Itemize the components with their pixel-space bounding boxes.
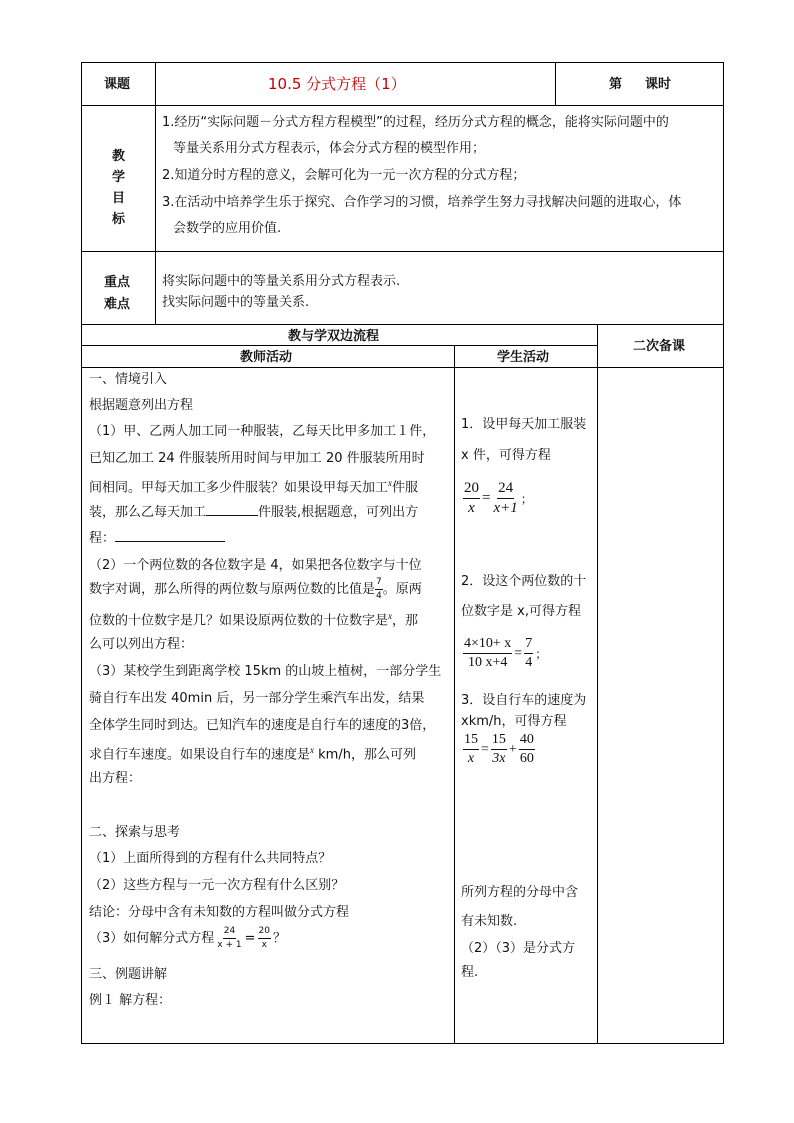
question-3-text: （3）如何解分式方程 [89,931,215,946]
objective-line-4: 3.在活动中培养学生乐于探究、合作学习的习惯，培养学生努力寻找解决问题的进取心，体 [162,195,682,210]
eq2-end: ； [535,646,548,661]
objective-line-5: 会数学的应用价值. [173,221,282,236]
eq2-numerator-right: 7 [524,637,533,654]
objectives-label-1: 教 [112,149,126,164]
problem-2-line-2-end: 。原两 [382,582,422,597]
student-answer-4-line-2: 有未知数. [461,914,518,929]
question-3 [89,927,286,950]
eq2-fraction-right [524,637,533,670]
lesson-title: 10.5 分式方程（1） [268,75,406,93]
eq2-denominator-left: 10 x+4 [467,655,508,670]
question-3-equals: = [244,931,256,946]
keypoint-line-1: 将实际问题中的等量关系用分式方程表示. [162,274,401,289]
problem-3-variable: x [310,745,315,755]
question-3-denominator-left: x + 1 [217,940,242,950]
ratio-denominator: 4 [376,591,382,601]
problem-2-line-1: （2）一个两位数的各位数字是 4，如果把各位数字与十位 [89,558,422,573]
eq3-plus: + [508,741,517,757]
eq1-numerator-left: 20 [463,481,480,499]
question-3-denominator-right: x [261,940,267,950]
problem-2-line-3-end: ，那 [392,613,419,629]
section-1-heading: 一、情境引入 [89,372,168,387]
eq3-denominator-3: 60 [519,751,534,766]
eq3-fraction-2 [491,733,507,766]
section-1-intro: 根据题意列出方程 [89,398,194,413]
section-2-heading: 二、探索与思考 [89,825,181,840]
eq3-numerator-1: 15 [463,733,479,750]
problem-1-line-4-text: 装，那么乙每天加工 [89,505,207,520]
problem-2-line-3 [89,612,418,627]
problem-1-line-4-end: 件服装,根据题意，可列出方 [258,505,419,520]
problem-3-line-1: （3）某校学生到距离学校 15km 的山坡上植树，一部分学生 [89,664,442,679]
eq2-equals: = [514,645,523,661]
problem-3-line-4 [89,746,416,761]
keypoints-label-2: 难点 [104,297,131,312]
lesson-number-label-2: 课时 [645,77,672,92]
answer-blank-1 [206,515,258,516]
student-equation-1 [463,481,533,516]
objectives-label-3: 目 [112,191,126,206]
question-3-end: ？ [272,931,286,946]
problem-3-line-2: 骑自行车出发 40min 后，另一部分学生乘汽车出发，结果 [89,691,425,706]
student-answer-3-line-2: xkm/h，可得方程 [461,714,567,729]
student-answer-1-line-1: 1．设甲每天加工服装 [461,417,587,432]
student-answer-1-line-2: x 件，可得方程 [461,448,551,463]
question-3-fraction-left [216,927,242,950]
teacher-activity-header: 教师活动 [240,350,293,365]
eq3-numerator-2: 15 [491,733,507,750]
problem-3-line-3: 全体学生同时到达。已知汽车的速度是自行车的速度的3倍， [89,718,436,733]
eq1-fraction-left [463,481,480,516]
problem-1-line-2: 已知乙加工 24 件服装所用时间与甲加工 20 件服装所用时 [89,451,425,466]
problem-1-line-5-text: 程： [89,531,116,546]
problem-3-line-4-text: 求自行车速度。如果设自行车的速度是 [89,747,311,763]
keypoint-line-2: 找实际问题中的等量关系. [162,295,310,310]
question-1: （1）上面所得到的方程有什么共同特点？ [89,851,332,866]
eq3-numerator-3: 40 [519,733,535,750]
problem-1-line-1: （1）甲、乙两人加工同一种服装，乙每天比甲多加工１件， [89,424,436,439]
keypoints-label-1: 重点 [104,275,131,290]
problem-2-line-2-text: 数字对调，那么所得的两位数与原两位数的比值是 [89,582,376,597]
subject-label: 课题 [104,77,131,92]
eq1-denominator-right: x+1 [493,500,518,516]
eq3-denominator-1: x [467,751,475,766]
problem-3-line-5: 出方程： [89,771,142,786]
problem-1-line-3 [89,479,418,494]
problem-1-variable: x [388,478,393,488]
problem-1-line-4 [89,506,418,519]
student-equation-2 [463,637,547,670]
eq2-denominator-right: 4 [525,655,533,670]
objective-line-1: 1.经历“实际问题－分式方程方程模型”的过程，经历分式方程的概念，能将实际问题中的 [162,115,669,130]
lesson-number-label-1: 第 [609,77,623,92]
eq2-fraction-left [463,637,512,670]
problem-3-line-4-end: km/h，那么可列 [318,747,416,763]
objectives-label-2: 学 [112,170,126,185]
objective-line-2: 等量关系用分式方程表示，体会分式方程的模型作用； [173,141,486,156]
eq1-numerator-right: 24 [497,481,514,499]
example-1: 例１ 解方程： [89,993,172,1008]
flow-title: 教与学双边流程 [288,329,380,344]
problem-2-line-3-text: 位数的十位数字是几？如果设原两位数的十位数字是 [89,613,389,629]
problem-1-line-3-text: 间相同。甲每天加工多少件服装？如果设甲每天加工 [89,480,389,496]
question-3-fraction-right [258,927,271,950]
secondary-prep-header: 二次备课 [633,339,686,354]
answer-blank-2 [115,541,225,542]
question-3-numerator-right: 20 [258,927,271,939]
eq1-equals: = [482,490,491,506]
student-answer-4-line-3: （2）（3）是分式方 [461,941,576,956]
student-answer-2-line-1: 2．设这个两位数的十 [461,574,587,589]
objectives-label-4: 标 [112,212,126,227]
problem-2-line-2 [89,578,422,601]
eq3-equals: = [481,741,489,757]
objective-line-3: 2.知道分时方程的意义，会解可化为一元一次方程的分式方程； [162,168,526,183]
student-answer-4-line-4: 程. [461,965,479,980]
conclusion: 结论：分母中含有未知数的方程叫做分式方程 [89,905,350,920]
eq1-end: ； [520,491,533,506]
student-equation-3 [463,733,535,766]
eq3-fraction-3 [519,733,535,766]
problem-2-variable: x [388,611,393,621]
student-answer-3-line-1: 3．设自行车的速度为 [461,693,587,708]
eq3-denominator-2: 3x [492,751,506,766]
student-answer-2-line-2: 位数字是 x,可得方程 [461,604,581,619]
eq3-fraction-1 [463,733,479,766]
problem-1-line-3-end: 件服 [392,480,419,496]
ratio-numerator: 7 [375,578,383,590]
problem-1-line-5 [89,532,225,545]
eq1-fraction-right [492,481,518,516]
eq1-denominator-left: x [468,500,475,516]
problem-2-line-4: 么可以列出方程： [89,637,194,652]
student-answer-4-line-1: 所列方程的分母中含 [461,885,579,900]
section-3-heading: 三、例题讲解 [89,967,168,982]
eq2-numerator-left: 4×10+ x [463,637,512,654]
ratio-fraction [375,578,383,601]
question-3-numerator-left: 24 [223,927,236,939]
question-2: （2）这些方程与一元一次方程有什么区别？ [89,878,345,893]
student-activity-header: 学生活动 [497,350,550,365]
